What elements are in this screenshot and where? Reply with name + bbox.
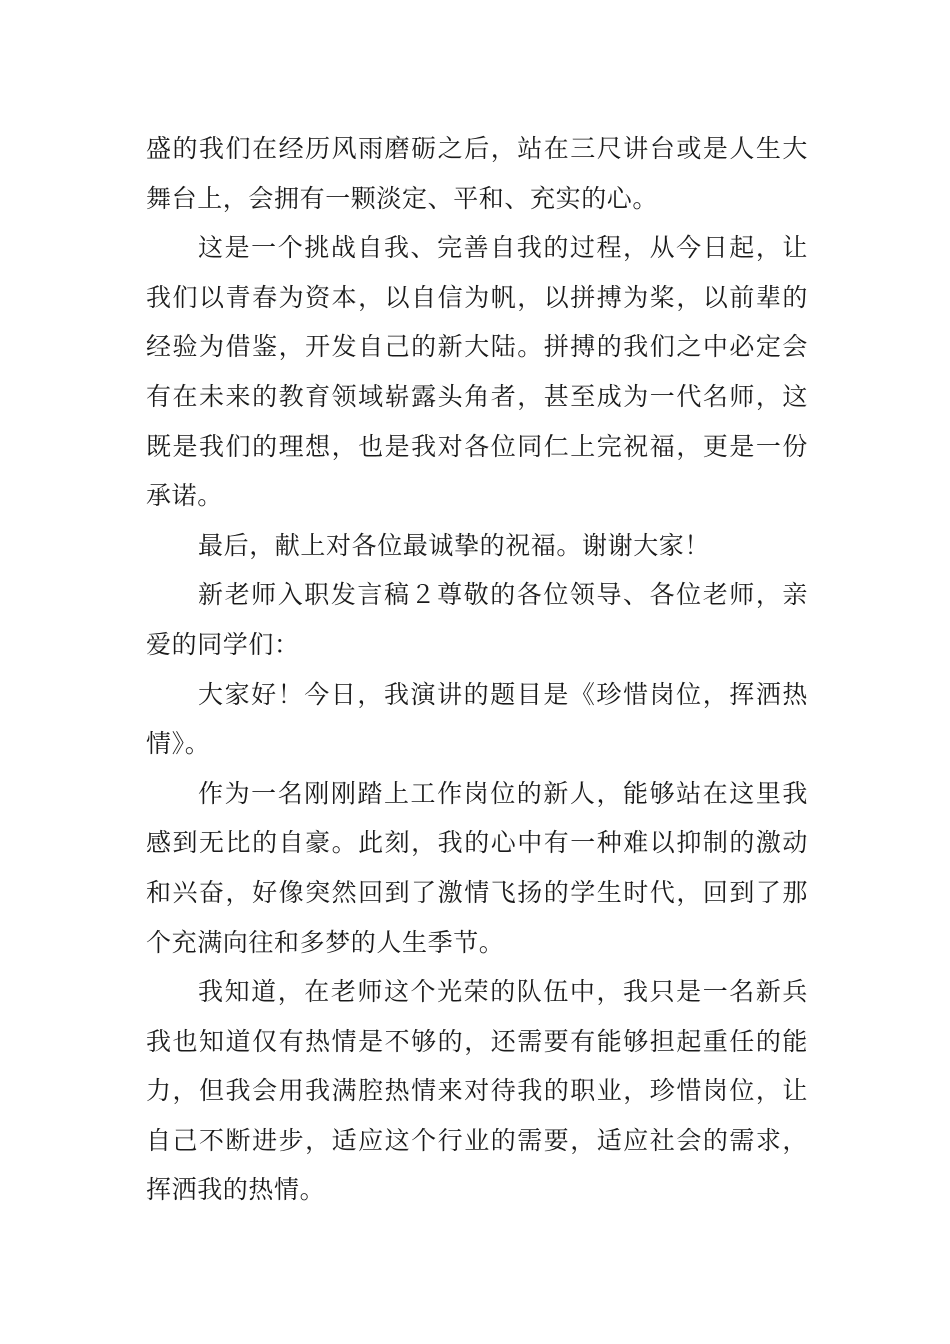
- paragraph-feelings: 作为一名刚刚踏上工作岗位的新人，能够站在这里我感到无比的自豪。此刻，我的心中有一种难以抑制的激动和兴奋，好像突然回到了激情飞扬的学生时代，回到了那个充满向往和多梦的人生季节。: [146, 778, 808, 957]
- paragraph-closing: 最后，献上对各位最诚挚的祝福。谢谢大家！: [198, 530, 711, 560]
- paragraph-continuation: 盛的我们在经历风雨磨砺之后，站在三尺讲台或是人生大舞台上，会拥有一颗淡定、平和、充实的心。: [146, 134, 808, 213]
- document-body: [146, 124, 808, 1215]
- paragraph-commitment: 我知道，在老师这个光荣的队伍中，我只是一名新兵我也知道仅有热情是不够的，还需要有能够担起重任的能力，但我会用我满腔热情来对待我的职业，珍惜岗位，让自己不断进步，适应这个行业的需要，适应社会的需求，挥洒我的热情。: [146, 977, 808, 1205]
- paragraph-speech-2-greeting: 新老师入职发言稿２尊敬的各位领导、各位老师，亲爱的同学们：: [146, 580, 808, 659]
- paragraph-topic: 大家好！今日，我演讲的题目是《珍惜岗位，挥洒热情》。: [146, 679, 808, 759]
- paragraph-challenge: 这是一个挑战自我、完善自我的过程，从今日起，让我们以青春为资本，以自信为帆，以拼搏为桨，以前辈的经验为借鉴，开发自己的新大陆。拼搏的我们之中必定会有在未来的教育领域崭露头角者，甚至成为一代名师，这既是我们的理想，也是我对各位同仁上完祝福，更是一份承诺。: [146, 233, 808, 511]
